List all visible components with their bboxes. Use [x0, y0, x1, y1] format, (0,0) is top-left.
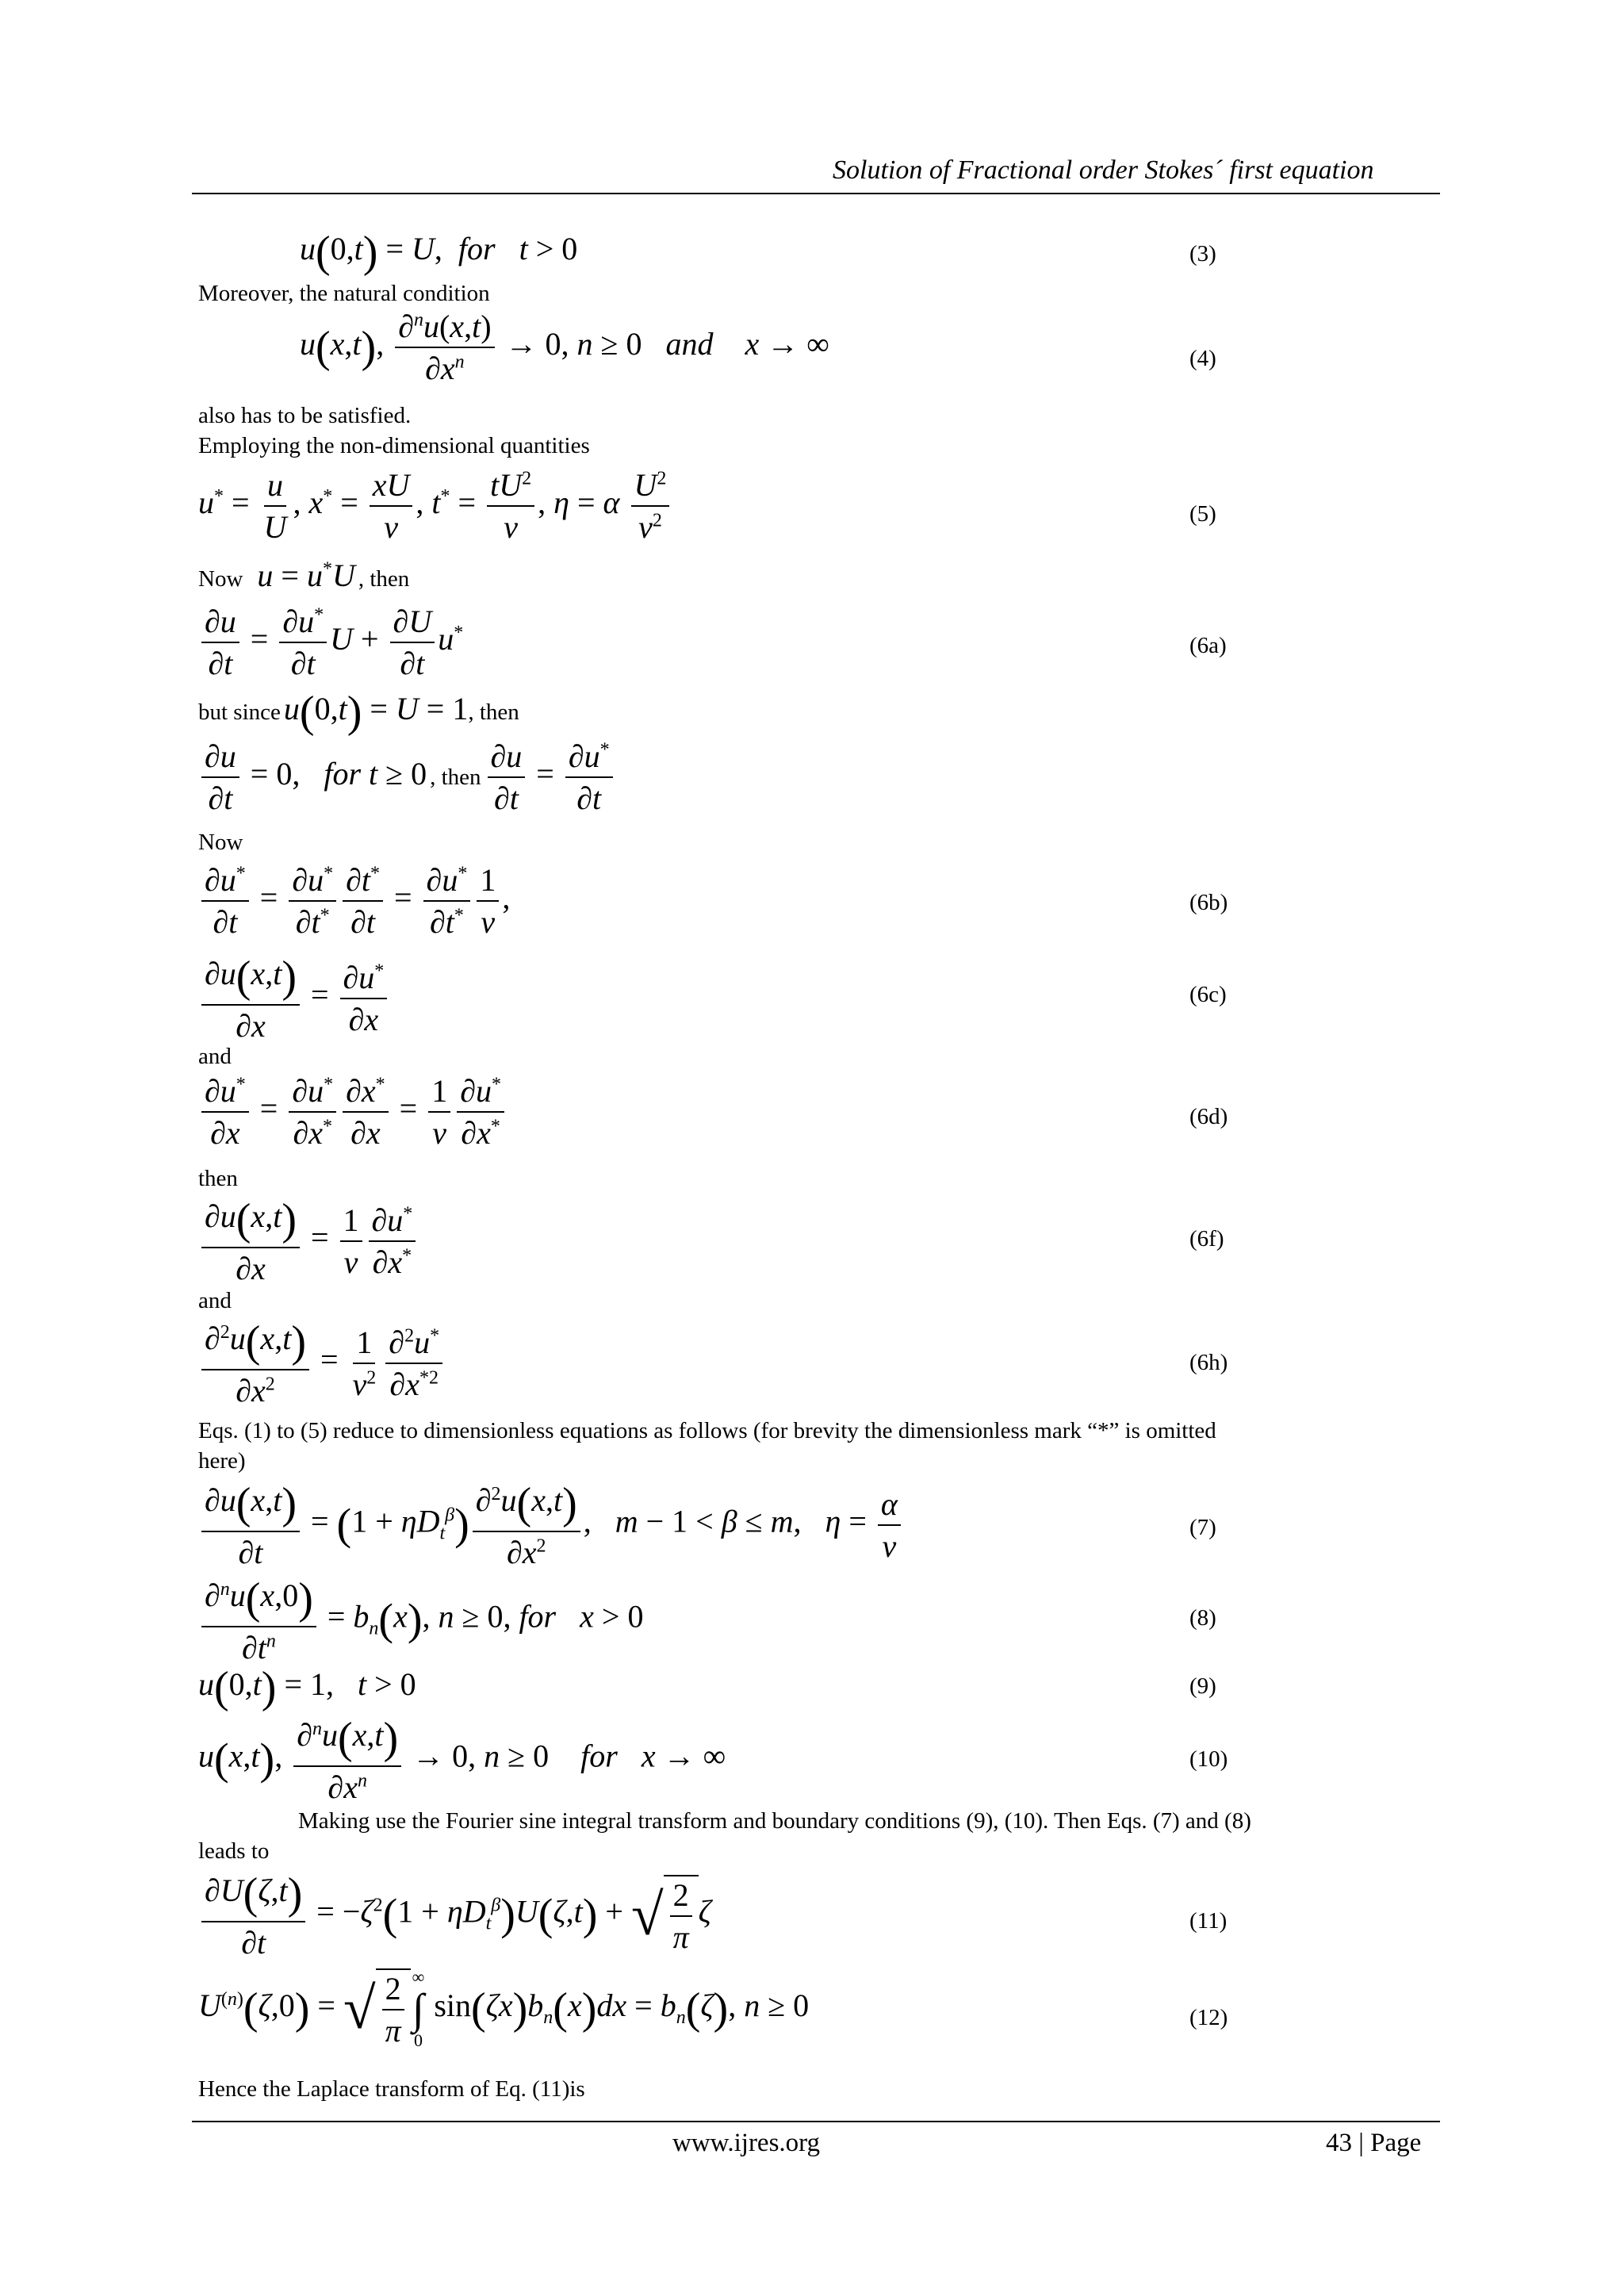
equation-number-6c: (6c) — [1189, 982, 1227, 1007]
paragraph-fourier-cont: leads to — [198, 1838, 270, 1864]
text-now: Now — [198, 566, 243, 592]
equation-6a: $\frac{\partial u}{\partial t}$ = $\frac{\partial u^*}{\partial t}$ U + $\frac{\partial U}{\partial t}$ u* — [198, 603, 463, 682]
footer-page-number: 43 | Page — [1326, 2129, 1422, 2157]
equation-11: $\frac{\partial U(\zeta,t)}{\partial t}$ = $-\zeta^2(1 + \eta D_t^\beta)U(\zeta,t)$ + √ $\frac{2}{\pi}$ ζ — [198, 1869, 711, 1961]
paragraph-laplace: Hence the Laplace transform of Eq. (11)is — [198, 2076, 585, 2102]
equation-6b: $\frac{\partial u^*}{\partial t}$ = $\frac{\partial u^*}{\partial t^*}$ $\frac{\partial t^*}{\partial t}$ = $\frac{\partial u^*}{\partial t^*}$ $\frac{1}{\nu}$ , — [198, 861, 510, 941]
line-but-since — [198, 687, 519, 738]
equation-7: $\frac{\partial u(x,t)}{\partial t}$ = $(1 + \eta D_t^\beta)$ $\frac{\partial^2u(x,t)}{\partial x^2}$ , m − 1 < β ≤ m, η = $\frac{\alpha}{\nu}$ — [198, 1478, 904, 1571]
equation-number-12: (12) — [1189, 2005, 1228, 2030]
equation-8: $\frac{\partial^nu(x,0)}{\partial t^n}$ = $b_n(x)$, n ≥ 0, for x > 0 — [198, 1573, 643, 1666]
equation-9: u(0,t) = 1, t > 0 — [198, 1663, 416, 1712]
equation-number-6d: (6d) — [1189, 1104, 1228, 1129]
equation-12: $U^{(n)}(\zeta,0)$ = √ $\frac{2}{\pi}$ ∞ ∫ 0 $\sin(\zeta x)b_n(x)dx = b_n(\zeta)$, n ≥ 0 — [198, 1967, 810, 2050]
text-then-4: then — [198, 1166, 238, 1191]
equation-number-7: (7) — [1189, 1515, 1216, 1540]
paragraph-natural-condition: Moreover, the natural condition — [198, 281, 490, 306]
paragraph-non-dimensional: Employing the non-dimensional quantities — [198, 433, 590, 458]
running-title: Solution of Fractional order Stokes´ first equation — [833, 155, 1374, 185]
equation-number-11: (11) — [1189, 1908, 1228, 1934]
paragraph-satisfied: also has to be satisfied. — [198, 403, 412, 428]
equation-6h: $\frac{\partial^2u(x,t)}{\partial x^2}$ = $\frac{1}{\nu^2}$ $\frac{\partial^2u^*}{\partial x^{*2}}$ — [198, 1317, 446, 1409]
text-now-2: Now — [198, 830, 243, 855]
equation-6c: $\frac{\partial u(x,t)}{\partial x}$ = $\frac{\partial u^*}{\partial x}$ — [198, 952, 390, 1045]
equation-4: u(x,t), $\frac{\partial^nu(x,t)}{\partial x^n}$ → 0, n ≥ 0 and x → ∞ — [300, 309, 829, 386]
equation-3: u(0,t) = U, for t > 0 — [300, 228, 578, 277]
equation-number-5: (5) — [1189, 501, 1216, 527]
inline-math-du-equal: $\frac{\partial u}{\partial t}$ = $\frac{\partial u^*}{\partial t}$ — [485, 756, 616, 792]
inline-math-u-equals: u = u*U — [257, 558, 355, 593]
text-then-3: , then — [430, 765, 481, 791]
paragraph-fourier: Making use the Fourier sine integral transform and boundary conditions (9), (10). Then Eqs. (7) and (8) — [298, 1808, 1251, 1834]
equation-6f: $\frac{\partial u(x,t)}{\partial x}$ = $\frac{1}{\nu}$ $\frac{\partial u^*}{\partial x^*}$ — [198, 1194, 419, 1287]
equation-10: u(x,t), $\frac{\partial^nu(x,t)}{\partial x^n}$ → 0, n ≥ 0 for x → ∞ — [198, 1714, 726, 1805]
equation-number-10: (10) — [1189, 1746, 1228, 1772]
line-now-u — [198, 557, 409, 594]
footer-rule — [192, 2121, 1440, 2122]
equation-number-9: (9) — [1189, 1673, 1216, 1699]
text-but-since: but since — [198, 700, 281, 726]
equation-6d: $\frac{\partial u^*}{\partial x}$ = $\frac{\partial u^*}{\partial x^*}$ $\frac{\partial x^*}{\partial x}$ = $\frac{1}{\nu}$ $\frac{\partial u^*}{\partial x^*}$ — [198, 1072, 508, 1152]
text-then: , then — [358, 566, 410, 592]
text-then-2: , then — [468, 700, 519, 726]
line-derivative-zero — [198, 738, 616, 817]
header-rule — [192, 193, 1440, 194]
equation-5: u* = $\frac{u}{U}$ , x* = $\frac{xU}{\nu}$ , t* = $\frac{tU^2}{\nu}$ , η = α $\frac{U^2}{\nu^2}$ — [198, 466, 672, 546]
inline-math-boundary: u(0,t) = U = 1 — [283, 688, 469, 737]
equation-number-4: (4) — [1189, 346, 1216, 371]
footer-website[interactable]: www.ijres.org — [672, 2129, 821, 2157]
equation-number-6b: (6b) — [1189, 890, 1228, 915]
text-and-2: and — [198, 1288, 232, 1313]
inline-math-du-zero: $\frac{\partial u}{\partial t}$ = 0, for t ≥ 0 — [198, 756, 427, 792]
text-and: and — [198, 1044, 232, 1069]
equation-number-3: (3) — [1189, 241, 1216, 266]
paragraph-reduce-cont: here) — [198, 1448, 246, 1474]
equation-number-8: (8) — [1189, 1605, 1216, 1631]
paragraph-reduce: Eqs. (1) to (5) reduce to dimensionless equations as follows (for brevity the dimensionless mark “*” is omitted — [198, 1418, 1216, 1443]
equation-number-6f: (6f) — [1189, 1226, 1224, 1251]
equation-number-6h: (6h) — [1189, 1350, 1228, 1375]
equation-number-6a: (6a) — [1189, 633, 1227, 658]
